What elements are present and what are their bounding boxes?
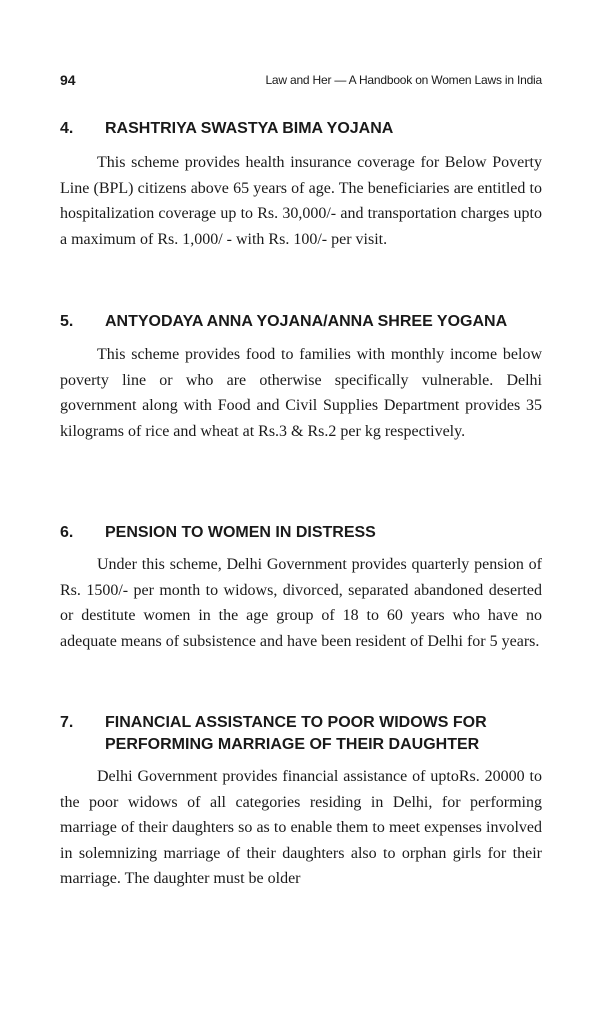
section-body: Delhi Government provides financial assistance of uptoRs. 20000 to the poor widows of all categories residing in Delhi, for performing marriage of their daughters so as to enable them to meet expenses involved in solemnizing marriage of their daughters also to orphan girls for their marriage. The daughter must be older bbox=[60, 768, 542, 887]
section-heading bbox=[60, 522, 542, 544]
page-number: 94 bbox=[60, 72, 76, 88]
section-rashtriya-swastya-bima-yojana bbox=[60, 118, 542, 252]
running-header bbox=[60, 72, 542, 92]
section-title: FINANCIAL ASSISTANCE TO POOR WIDOWS FOR PERFORMING MARRIAGE OF THEIR DAUGHTER bbox=[105, 714, 487, 753]
section-number: 7. bbox=[60, 714, 74, 731]
running-title: Law and Her — A Handbook on Women Laws in India bbox=[265, 73, 542, 87]
section-heading bbox=[60, 311, 542, 333]
section-title: PENSION TO WOMEN IN DISTRESS bbox=[105, 524, 376, 541]
section-title: RASHTRIYA SWASTYA BIMA YOJANA bbox=[105, 120, 394, 137]
section-heading bbox=[60, 118, 542, 140]
section-pension-to-women-in-distress bbox=[60, 522, 542, 654]
section-number: 4. bbox=[60, 120, 74, 137]
section-financial-assistance-to-poor-widows bbox=[60, 712, 542, 892]
section-body: This scheme provides food to families with monthly income below poverty line or who are otherwise specifically vulnerable. Delhi government along with Food and Civil Supplies Department provides 35 kilograms of rice and wheat at Rs.3 & Rs.2 per kg respectively. bbox=[60, 346, 542, 440]
section-body: This scheme provides health insurance coverage for Below Poverty Line (BPL) citizens above 65 years of age. The beneficiaries are entitled to hospitalization coverage up to Rs. 30,000/- and transportation charges upto a maximum of Rs. 1,000/ - with Rs. 100/- per visit. bbox=[60, 154, 542, 248]
section-title: ANTYODAYA ANNA YOJANA/ANNA SHREE YOGANA bbox=[105, 313, 508, 330]
section-number: 6. bbox=[60, 524, 74, 541]
section-antyodaya-anna-yojana bbox=[60, 311, 542, 444]
section-body: Under this scheme, Delhi Government provides quarterly pension of Rs. 1500/- per month to widows, divorced, separated abandoned deserted or destitute women in the age group of 18 to 60 years who have no adequate means of subsistence and have been resident of Delhi for 5 years. bbox=[60, 556, 542, 650]
section-number: 5. bbox=[60, 313, 74, 330]
section-heading bbox=[60, 712, 542, 756]
